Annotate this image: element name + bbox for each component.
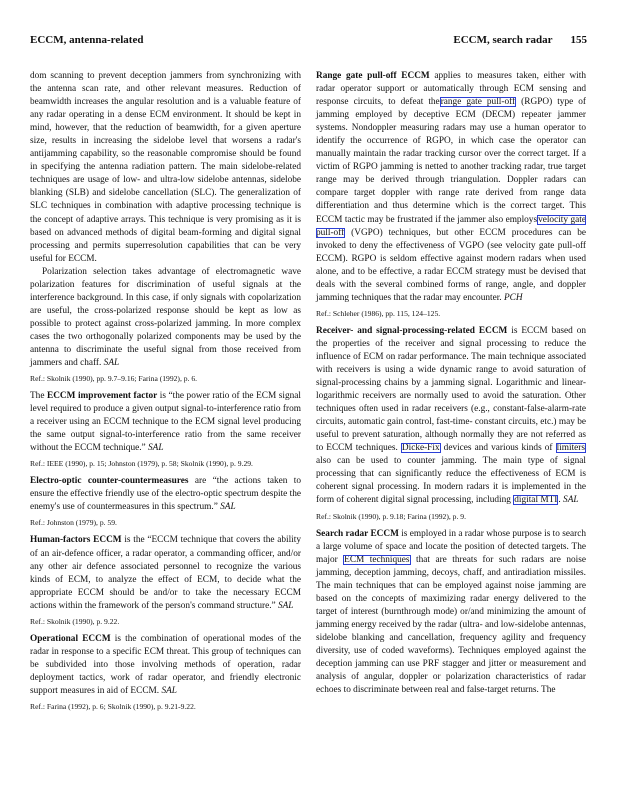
- entry-improvement-factor: [30, 390, 301, 455]
- entry-term: Search radar ECCM: [316, 528, 399, 539]
- polarization-text: Polarization selection takes advantage of electromagnetic wave polarization features for discrimination of useful signals at the interference background. In this case, if only signals with copolarization are useful, the cross-polarized response should be kept as low as possible to protect against cross-polarized jamming. In more complex cases the two orthogonally polarized components may be used by the antenna to discriminate the useful signal from those received from jammers and chaff.: [30, 266, 301, 369]
- reference-line: Ref.: Skolnik (1990), p. 9.22.: [30, 616, 120, 626]
- entry-search-radar: [316, 528, 586, 698]
- author-signature: SAL: [148, 443, 164, 454]
- link-dicke-fix[interactable]: Dicke-Fix: [401, 443, 440, 454]
- entry-body: (VGPO) techniques, but other ECCM procedures can be invoked to deny the effectiveness of VGPO (see velocity gate pull-off ECCM). RGPO is seldom effective against modern radars when used alone, and to be effective, a radar ECCM strategy must be devised that deals with the several combined forms of range, angle, and doppler jamming techniques that the radar may encounter.: [316, 227, 586, 303]
- link-limiters[interactable]: limiters: [556, 443, 585, 454]
- author-signature: PCH: [503, 292, 523, 303]
- entry-human-factors: [30, 534, 301, 612]
- reference-line: Ref.: Johnston (1979), p. 59.: [30, 518, 117, 528]
- entry-term: ECCM improvement factor: [47, 391, 158, 402]
- entry-range-gate-pull-off: [316, 70, 586, 305]
- header-right-title: ECCM, search radar: [453, 34, 553, 46]
- entry-body: .: [558, 495, 561, 506]
- reference-line: Ref.: IEEE (1990), p. 15; Johnston (1979), p. 58; Skolnik (1990), p. 9.29.: [30, 459, 253, 469]
- entry-term: Receiver- and signal-processing-related ECCM: [316, 325, 508, 336]
- author-signature: SAL: [161, 685, 177, 696]
- running-header: [30, 34, 587, 50]
- polarization-paragraph: [30, 266, 301, 370]
- entry-body: is the “ECCM technique that covers the ability of an air-defence officer, a radar operator, a commanding officer, and/or any other air defence associated personnel to recognize the various kinds of ECM, to analyze the effect of ECM, to decide what the appropriate ECCM should be and/or to take the necessary ECCM actions within the framework of the person's command structure.”: [30, 535, 301, 611]
- author-signature: SAL: [277, 600, 294, 611]
- antenna-paragraph: dom scanning to prevent deception jammers from synchronizing with the antenna scan rate, and other relevant measures. Reduction of beamwidth increases the angular resolution and is a valuable feature of any radar operating in a dense ECM environment. It should be kept in mind, however, that the reduction of beamwidth, for a given aperture size, results in increasing the sidelobe level that worsens a radar's antijamming capability, so the reasonable compromise should be found in specifying the antenna radiation pattern. The main sidelobe-related techniques are usage of low- and ultra-low sidelobe antennas, sidelobe blanking (SLB) and sidelobe cancellation (SLC). The generalization of SLC techniques in combination with adaptive processing technique is the concept of adaptive arrays. This technique is very promising as it is based on advanced methods of digital beam-forming and digital signal processing and permits superresolution capabilities that can be very useful for ECCM.: [30, 71, 301, 264]
- entry-body: is “the power ratio of the ECM signal level required to produce a given output signal-to-interference ratio from a receiver using an ECCM technique to the ECM signal level producing the same output signal-to-interference ratio from the same receiver without the ECCM technique.”: [30, 391, 301, 454]
- reference-line: Ref.: Skolnik (1990), p. 9.18; Farina (1992), p. 9.: [316, 511, 466, 521]
- entry-body: is ECCM based on the properties of the receiver and signal processing to reduce the influence of ECM on radar performance. The main technique associated with receivers is using a wide dynamic range to avoid saturation of signal-processing chains by a jamming signal. Logarithmic and linear-logarithmic receivers are normally used to avoid the saturation. Other techniques often used in radar receivers (e.g., constant-false-alarm-rate circuits, automatic gain control, fast-time- constant circuits, etc.) may be useful to prevent saturation, although normally they are not referred as to ECCM techniques.: [316, 325, 587, 454]
- page-number: 155: [570, 34, 587, 46]
- author-signature: SAL: [220, 502, 236, 513]
- link-ecm-techniques[interactable]: ECM techniques: [344, 554, 410, 565]
- left-column: [30, 70, 301, 718]
- entry-term: Operational ECCM: [30, 633, 111, 644]
- author-signature: SAL: [563, 495, 579, 506]
- entry-body: applies to measures taken, either with radar operator support or automatically through ECM sensing and response circuits, to defeat the: [316, 71, 586, 108]
- entry-body: (RGPO) type of jamming employed by deceptive ECM (DECM) repeater jammer systems. Nondoppler measuring radars may use a human operator to identify the occurrence of RGPO, in which case the operator can manually maintain the radar tracking cursor over the correct target. If a victim of RGPO jamming is netted to another tracking radar, true target range may be derived through triangulation. Doppler radars can compare target doppler with range rate derived from range data differentiation and thus determine which is the correct target. This ECCM tactic may be frustrated if the jammer also employs: [316, 97, 587, 225]
- entry-electro-optic: [30, 475, 301, 514]
- entry-body: also can be used to counter jamming. The main type of signal processing that can significantly reduce the effectiveness of ECM is coherent signal processing. In modern radars it is implemented in the form of coherent digital signal processing, including: [316, 456, 586, 506]
- reference-line: Ref.: Farina (1992), p. 6; Skolnik (1990), p. 9.21-9.22.: [30, 701, 196, 711]
- reference-line: Ref.: Schleher (1986), pp. 115, 124–125.: [316, 308, 441, 318]
- entry-body: that are threats for such radars are noise jamming, deception jamming, decoys, chaff, and antiradiation missiles. The main techniques that can be employed against noise jamming are based on the concepts of maximizing radar energy delivered to the target of interest (burnthrough mode) or/and minimizing the amount of jamming energy received by the radar (ultra- and low-sidelobe antennas, sidelobe blanking and cancellation, frequency agility and frequency diversity, use of coded waveforms). Techniques employed against the deception jamming can use PRF stagger and jitter or measurement and analysis of angular, doppler or polarization characteristics of radar echoes to discriminate between real and false-target returns. The: [316, 554, 587, 696]
- header-left-title: ECCM, antenna-related: [30, 34, 144, 46]
- entry-prefix: The: [30, 391, 47, 402]
- entry-operational: [30, 633, 301, 698]
- entry-body: is employed in a radar whose purpose is to search a large volume of space and locate the position of detected targets. The major: [316, 528, 586, 565]
- link-digital-mti[interactable]: digital MTI: [514, 495, 558, 506]
- header-right: [453, 34, 587, 46]
- entry-body: are “the actions taken to ensure the effective friendly use of the electro-optic spectrum despite the enemy's use of countermeasures in this spectrum.”: [30, 476, 301, 513]
- entry-receiver-signal-processing: [316, 325, 586, 508]
- entry-body: is the combination of operational modes of the radar in response to a specific ECM threat. This group of techniques can be subdivided into those involving methods of operation, radar deployment tactics, work of radar operator, and friendly electronic support measures in aid of ECCM.: [30, 633, 301, 696]
- link-range-gate-pull-off[interactable]: range gate pull-off: [440, 97, 516, 108]
- entry-term: Human-factors ECCM: [30, 535, 122, 546]
- entry-term: Electro-optic counter-countermeasures: [30, 476, 189, 487]
- author-signature: SAL: [103, 358, 120, 369]
- entry-term: Range gate pull-off ECCM: [316, 71, 430, 81]
- entry-body: devices and various kinds of: [440, 443, 556, 454]
- reference-line: Ref.: Skolnik (1990), pp. 9.7–9.16; Farina (1992), p. 6.: [30, 374, 198, 384]
- right-column: [316, 70, 586, 697]
- link-velocity-gate-pull-off[interactable]: velocity gate pull-off: [316, 214, 586, 238]
